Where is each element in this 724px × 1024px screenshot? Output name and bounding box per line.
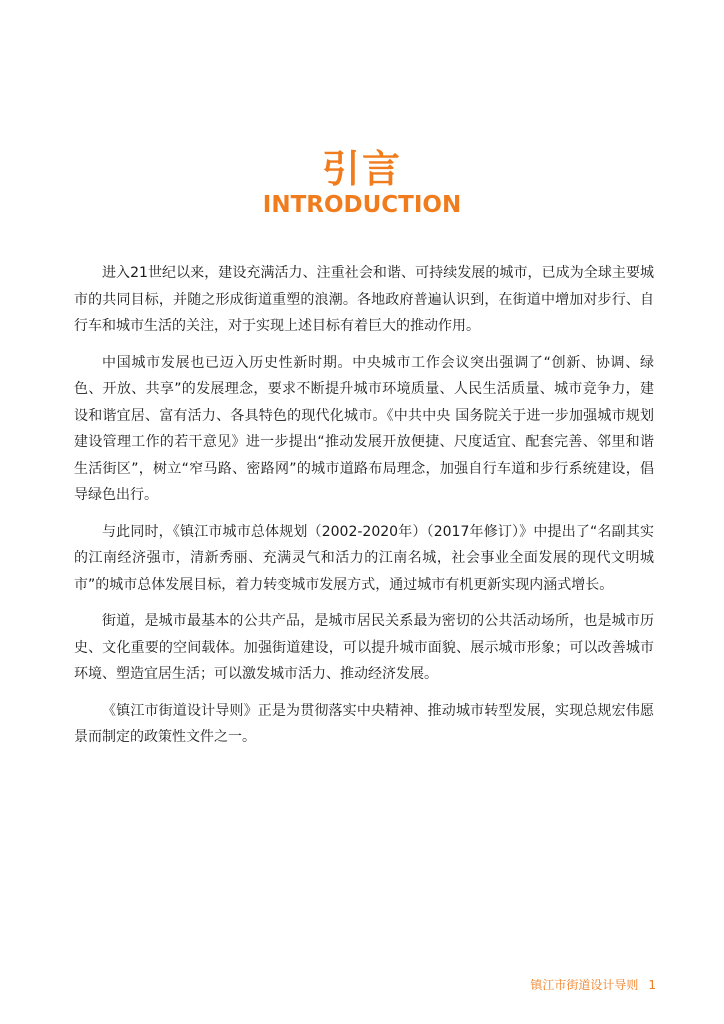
paragraph-4: 街道，是城市最基本的公共产品，是城市居民关系最为密切的公共活动场所，也是城市历史、文化重要的空间载体。加强街道建设，可以提升城市面貌、展示城市形象；可以改善城市环境、塑造宜居生活；可以激发城市活力、推动经济发展。 bbox=[74, 613, 654, 682]
paragraph-1: 进入21世纪以来，建设充满活力、注重社会和谐、可持续发展的城市，已成为全球主要城市的共同目标，并随之形成街道重塑的浪潮。各地政府普遍认识到，在街道中增加对步行、自行车和城市生活的关注，对于实现上述目标有着巨大的推动作用。 bbox=[74, 265, 654, 334]
page-title: 引言 bbox=[321, 147, 402, 191]
page-number: 1 bbox=[648, 978, 656, 992]
footer-doc-title: 镇江市街道设计导则 bbox=[530, 978, 639, 992]
page-subtitle-en: INTRODUCTION bbox=[262, 192, 462, 218]
page-footer bbox=[530, 976, 656, 994]
body-text bbox=[74, 260, 654, 761]
paragraph-5: 《镇江市街道设计导则》正是为贯彻落实中央精神、推动城市转型发展，实现总规宏伟愿景而制定的政策性文件之一。 bbox=[74, 702, 654, 745]
paragraph-3: 与此同时，《镇江市城市总体规划（2002-2020年）（2017年修订）》中提出了“名副其实的江南经济强市，清新秀丽、充满灵气和活力的江南名城，社会事业全面发展的现代文明城市”的城市总体发展目标，着力转变城市发展方式，通过城市有机更新实现内涵式增长。 bbox=[74, 523, 654, 593]
paragraph-2: 中国城市发展也已迈入历史性新时期。中央城市工作会议突出强调了“创新、协调、绿色、开放、共享”的发展理念，要求不断提升城市环境质量、人民生活质量、城市竞争力，建设和谐宜居、富有活力、各具特色的现代化城市。《中共中央 国务院关于进一步加强城市规划建设管理工作的若干意见》进一步提出“推动发展开放便捷、尺度适宜、配套完善、邻里和谐生活街区”，树立“窄马路、密路网”的城市道路布局理念，加强自行车道和步行系统建设，倡导绿色出行。 bbox=[74, 354, 654, 503]
